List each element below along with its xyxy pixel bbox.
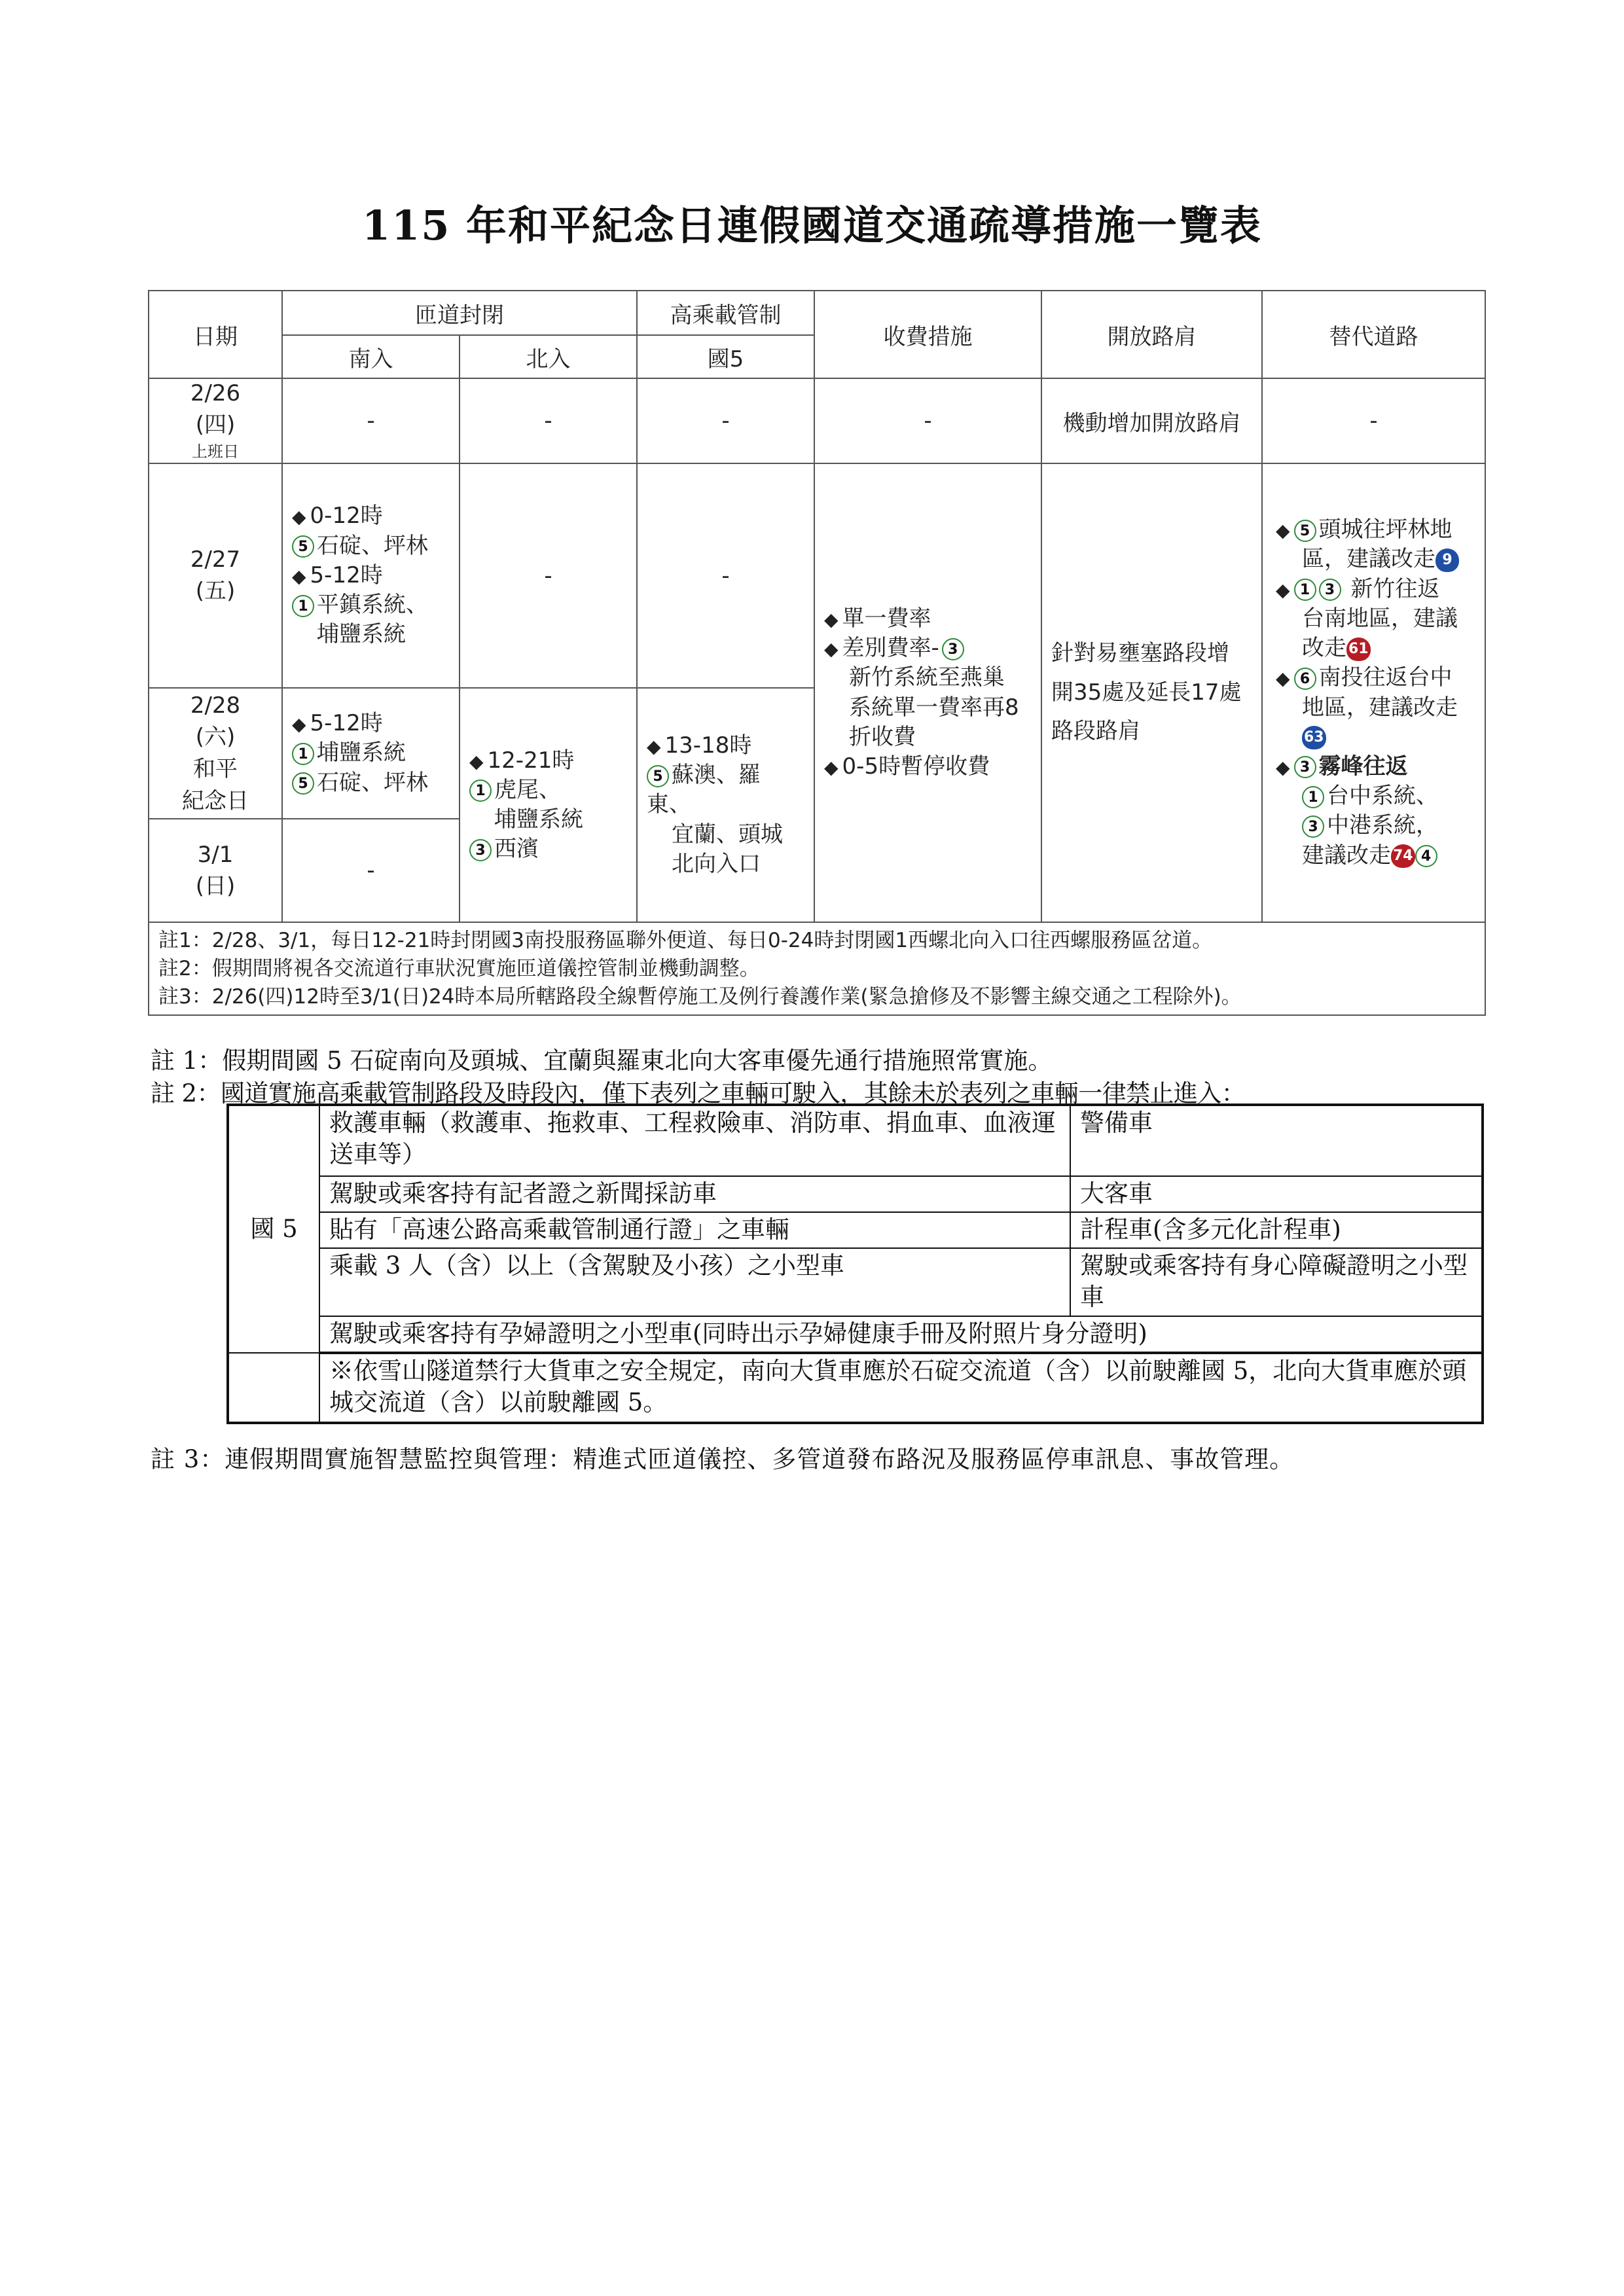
weekday-label: (五) <box>195 578 236 604</box>
time-range: ◆ 5-12時 <box>292 561 450 590</box>
note-2: 註 2：國道實施高乘載管制路段及時段內，僅下表列之車輛可駛入，其餘未於表列之車輛一律禁止進入： <box>151 1079 1246 1107</box>
freeway-badge-icon: 5 <box>647 765 669 787</box>
north-cell <box>460 688 637 922</box>
provincial-highway-icon: 61 <box>1346 637 1371 661</box>
freeway-badge-icon: 1 <box>1294 579 1316 601</box>
vehicle-type: 駕駛或乘客持有身心障礙證明之小型車 <box>1070 1248 1483 1316</box>
table-note: 註3：2/26(四)12時至3/1(日)24時本局所轄路段全線暫停施工及例行養護作業(緊急搶修及不影響主線交通之工程除外)。 <box>158 984 1242 1009</box>
ramp-names: 埔鹽系統 <box>317 740 406 766</box>
header-northbound: 北入 <box>460 335 637 378</box>
header-hov-road: 國5 <box>637 335 814 378</box>
ramp-names: 石碇、坪林 <box>317 769 428 796</box>
south-cell: - <box>282 819 460 922</box>
freeway-badge-icon: 1 <box>469 780 492 802</box>
time-range: ◆ 5-12時 <box>292 709 450 738</box>
route-text: 區，建議改走 <box>1302 546 1435 573</box>
freeway-badge-icon: 6 <box>1294 668 1316 690</box>
holiday-label: 和平 <box>193 755 238 782</box>
hov-cell: - <box>637 378 814 463</box>
freeway-badge-icon: 4 <box>1415 845 1437 867</box>
north-cell: - <box>460 378 637 463</box>
time-range: ◆ 13-18時 <box>647 731 804 761</box>
ramp-names: 蘇澳、羅東、 <box>647 762 761 818</box>
table-row <box>149 378 1485 463</box>
freeway-badge-icon: 5 <box>292 772 314 795</box>
freeway-badge-icon: 3 <box>1302 816 1324 838</box>
vehicle-type: 貼有「高速公路高乘載管制通行證」之車輛 <box>319 1212 1070 1248</box>
freeway-badge-icon: 1 <box>1302 786 1324 808</box>
table-notes <box>149 922 1485 1015</box>
weekday-label: (六) <box>195 723 236 750</box>
header-date: 日期 <box>149 291 282 378</box>
toll-cell: - <box>814 378 1041 463</box>
shoulder-text: 針對易壅塞路段增 <box>1051 640 1229 667</box>
table-row <box>149 463 1485 688</box>
ramp-names: 埔鹽系統 <box>317 621 406 648</box>
provincial-highway-icon: 63 <box>1302 726 1326 749</box>
route-text: 新竹往返 <box>1350 575 1440 602</box>
route-text: 地區，建議改走 <box>1302 694 1458 721</box>
toll-text: 折收費 <box>849 723 916 750</box>
freeway-badge-icon: 5 <box>1294 520 1316 542</box>
north-cell: - <box>460 463 637 688</box>
route-text: 南投往返台中 <box>1318 664 1453 691</box>
south-cell: - <box>282 378 460 463</box>
weekday-label: (四) <box>195 412 236 438</box>
route-text: 改走 <box>1302 635 1346 662</box>
header-toll: 收費措施 <box>814 291 1041 378</box>
hov-allowed-vehicles-table <box>226 1103 1484 1424</box>
provincial-highway-icon: 9 <box>1435 548 1459 572</box>
ramp-names: 西濱 <box>494 836 539 863</box>
note-1: 註 1：假期間國 5 石碇南向及頭城、宜蘭與羅東北向大客車優先通行措施照常實施。 <box>151 1047 1053 1075</box>
toll-text: 新竹系統至燕巢 <box>849 664 1005 691</box>
page-title: 115 年和平紀念日連假國道交通疏導措施一覽表 <box>361 202 1262 249</box>
ramp-names: 北向入口 <box>672 850 761 877</box>
table-note: 註1：2/28、3/1，每日12-21時封閉國3南投服務區聯外便道、每日0-24時封閉國1西螺北向入口往西螺服務區岔道。 <box>158 929 1213 952</box>
route-text: 霧峰往返 <box>1318 753 1408 780</box>
vehicle-type: 駕駛或乘客持有記者證之新聞採訪車 <box>319 1176 1070 1212</box>
shoulder-cell: 機動增加開放路肩 <box>1041 378 1262 463</box>
ramp-names: 平鎮系統、 <box>317 592 428 619</box>
south-cell <box>282 463 460 688</box>
header-hov: 高乘載管制 <box>637 291 814 335</box>
date-cell <box>149 378 282 463</box>
ramp-names: 埔鹽系統 <box>494 806 583 833</box>
date-label: 3/1 <box>197 841 234 868</box>
freeway-badge-icon: 5 <box>292 535 314 558</box>
freeway-badge-icon: 3 <box>469 839 492 861</box>
header-alternate: 替代道路 <box>1262 291 1485 378</box>
date-cell <box>149 819 282 922</box>
toll-item: ◆ 單一費率 <box>824 604 1032 634</box>
alternate-cell <box>1262 463 1485 922</box>
ramp-names: 宜蘭、頭城 <box>672 821 783 848</box>
date-cell <box>149 463 282 688</box>
time-range: ◆ 12-21時 <box>469 746 627 776</box>
route-text: 頭城往坪林地 <box>1318 516 1453 543</box>
date-cell <box>149 688 282 819</box>
provincial-highway-icon: 74 <box>1391 844 1415 868</box>
south-cell <box>282 688 460 819</box>
shoulder-cell <box>1041 463 1262 922</box>
toll-cell <box>814 463 1041 922</box>
vehicle-type: 大客車 <box>1070 1176 1483 1212</box>
hov-cell: - <box>637 463 814 688</box>
vehicle-type: 計程車(含多元化計程車) <box>1070 1212 1483 1248</box>
day-tag: 上班日 <box>192 442 239 461</box>
toll-item: ◆ 0-5時暫停收費 <box>824 752 1032 781</box>
vehicle-type: 警備車 <box>1070 1105 1483 1176</box>
road-label: 國 5 <box>228 1105 319 1353</box>
vehicle-type: 乘載 3 人（含）以上（含駕駛及小孩）之小型車 <box>319 1248 1070 1316</box>
header-ramp-closure: 匝道封閉 <box>282 291 637 335</box>
route-text: 台中系統、 <box>1327 783 1438 810</box>
ramp-names: 石碇、坪林 <box>317 532 428 559</box>
ramp-names: 虎尾、 <box>494 776 561 803</box>
freeway-badge-icon: 3 <box>942 638 964 660</box>
holiday-label: 紀念日 <box>182 787 249 814</box>
date-label: 2/28 <box>190 692 241 719</box>
toll-item: ◆ 差別費率- <box>824 635 939 661</box>
note-3: 註 3：連假期間實施智慧監控與管理：精進式匝道儀控、多管道發布路況及服務區停車訊息、事故管理。 <box>151 1445 1295 1473</box>
route-text: 建議改走 <box>1302 842 1391 869</box>
shoulder-text: 路段路肩 <box>1051 718 1140 745</box>
freeway-badge-icon: 3 <box>1294 756 1316 778</box>
table-note: 註2：假期間將視各交流道行車狀況實施匝道儀控管制並機動調整。 <box>158 956 760 980</box>
weekday-label: (日) <box>195 872 236 899</box>
vehicle-type: 駕駛或乘客持有孕婦證明之小型車(同時出示孕婦健康手冊及附照片身分證明) <box>319 1316 1483 1353</box>
route-text: 中港系統， <box>1327 812 1438 839</box>
freeway-badge-icon: 3 <box>1319 579 1341 601</box>
date-label: 2/27 <box>190 547 241 573</box>
route-text: 台南地區，建議 <box>1302 605 1458 632</box>
vehicle-type: 救護車輛（救護車、拖救車、工程救險車、消防車、捐血車、血液運送車等） <box>319 1105 1070 1176</box>
freeway-badge-icon: 1 <box>292 595 314 617</box>
header-southbound: 南入 <box>282 335 460 378</box>
snow-tunnel-rule: ※依雪山隧道禁行大貨車之安全規定，南向大貨車應於石碇交流道（含）以前駛離國 5，北向大貨車應於頭城交流道（含）以前駛離國 5。 <box>319 1353 1483 1423</box>
shoulder-text: 開35處及延長17處 <box>1051 679 1242 706</box>
traffic-measures-table <box>148 290 1486 1016</box>
freeway-badge-icon: 1 <box>292 743 314 765</box>
date-label: 2/26 <box>190 380 241 406</box>
header-shoulder: 開放路肩 <box>1041 291 1262 378</box>
hov-cell <box>637 688 814 922</box>
time-range: ◆ 0-12時 <box>292 501 450 531</box>
alternate-cell: - <box>1262 378 1485 463</box>
toll-text: 系統單一費率再8 <box>849 694 1019 721</box>
